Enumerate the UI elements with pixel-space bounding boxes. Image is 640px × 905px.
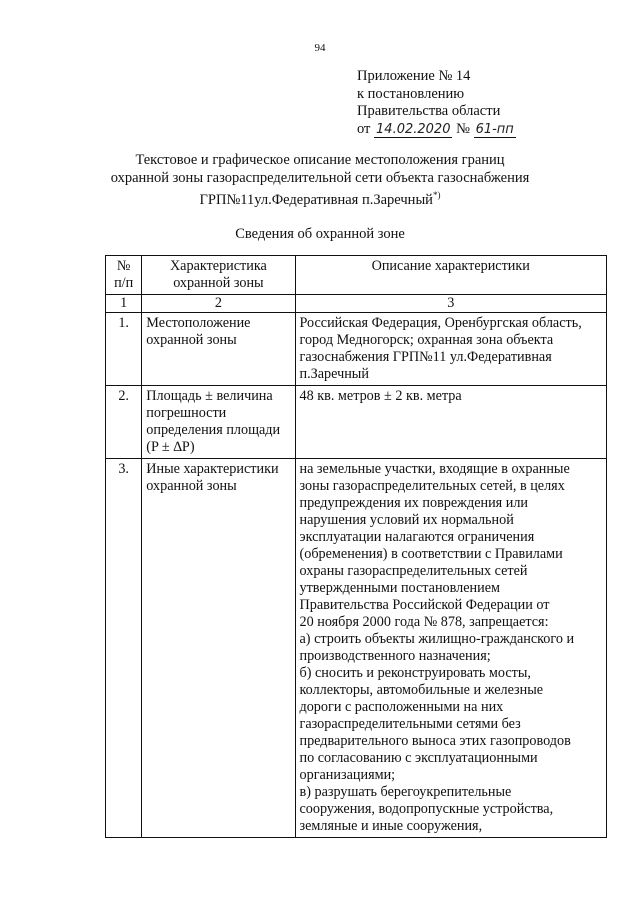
- row-number: 1.: [106, 313, 142, 386]
- description-line: нарушения условий их нормальной: [299, 512, 514, 528]
- row-number: 3.: [106, 459, 142, 838]
- document-title: [60, 152, 580, 209]
- row-characteristic: Площадь ± величина погрешности определения площади (P ± ∆P): [142, 386, 295, 459]
- header-description: Описание характеристики: [295, 256, 607, 295]
- column-number-row: [106, 295, 607, 313]
- description-line: зоны газораспределительных сетей, в целях: [299, 478, 565, 494]
- column-number-1: 1: [106, 295, 142, 313]
- appendix-block: [357, 68, 516, 138]
- row-number: 2.: [106, 386, 142, 459]
- description-line: утвержденными постановлением: [299, 580, 500, 596]
- column-number-2: 2: [142, 295, 295, 313]
- description-line: организациями;: [299, 767, 396, 783]
- table-row: [106, 459, 607, 838]
- title-line-1: Текстовое и графическое описание местоположения границ: [135, 152, 505, 168]
- description-line: б) сносить и реконструировать мосты,: [299, 665, 531, 681]
- row-description: [295, 459, 607, 838]
- appendix-line-1: Приложение № 14: [357, 68, 471, 84]
- title-line-3-text: ГРП№11ул.Федеративная п.Заречный: [199, 191, 433, 208]
- header-number: № п/п: [106, 256, 142, 295]
- description-line: Правительства Российской Федерации от: [299, 597, 550, 613]
- description-line: сооружения, водопропускные устройства,: [299, 801, 554, 817]
- appendix-date-line: [357, 121, 516, 139]
- description-line: 20 ноября 2000 года № 878, запрещается:: [299, 614, 549, 630]
- footnote-mark: *): [432, 190, 441, 200]
- appendix-line-2: к постановлению: [357, 85, 465, 102]
- row-description: 48 кв. метров ± 2 кв. метра: [295, 386, 607, 459]
- description-line: на земельные участки, входящие в охранные: [299, 461, 570, 477]
- description-line: предупреждения их повреждения или: [299, 495, 529, 511]
- date-value: 14.02.2020: [376, 121, 451, 137]
- section-subtitle: Сведения об охранной зоне: [235, 226, 405, 242]
- description-line: в) разрушать берегоукрепительные: [299, 784, 512, 800]
- description-line: коллекторы, автомобильные и железные: [299, 682, 544, 698]
- number-prefix: №: [456, 120, 470, 137]
- title-line-2: охранной зоны газораспределительной сети объекта газоснабжения: [110, 169, 530, 186]
- number-value: 61-пп: [475, 121, 514, 137]
- description-line: эксплуатации налагаются ограничения: [299, 529, 535, 545]
- page-number: 94: [314, 42, 326, 54]
- description-line: производственного назначения;: [299, 648, 491, 664]
- row-characteristic: Иные характеристики охранной зоны: [142, 459, 295, 838]
- table-row: [106, 313, 607, 386]
- table-header-row: [106, 256, 607, 295]
- description-line: охраны газораспределительных сетей: [299, 563, 528, 579]
- description-line: по согласованию с эксплуатационными: [299, 750, 538, 766]
- description-line: предварительного выноса этих газопроводов: [299, 733, 571, 749]
- description-line: земляные и иные сооружения,: [299, 818, 483, 834]
- date-prefix: от: [357, 120, 371, 137]
- appendix-line-3: Правительства области: [357, 103, 501, 119]
- description-line: дороги с расположенными на них: [299, 699, 504, 715]
- column-number-3: 3: [295, 295, 607, 313]
- protection-zone-table: [105, 255, 607, 838]
- description-line: а) строить объекты жилищно-гражданского и: [299, 631, 575, 647]
- row-description: Российская Федерация, Оренбургская область, город Медногорск; охранная зона объекта газоснабжения ГРП№11 ул.Федеративная п.Заречный: [295, 313, 607, 386]
- description-line: газораспределительными сетями без: [299, 716, 521, 732]
- table-row: [106, 386, 607, 459]
- title-line-3: [60, 187, 580, 209]
- description-line: (обременения) в соответствии с Правилами: [299, 546, 563, 562]
- row-characteristic: Местоположение охранной зоны: [142, 313, 295, 386]
- header-characteristic: Характеристика охранной зоны: [142, 256, 295, 295]
